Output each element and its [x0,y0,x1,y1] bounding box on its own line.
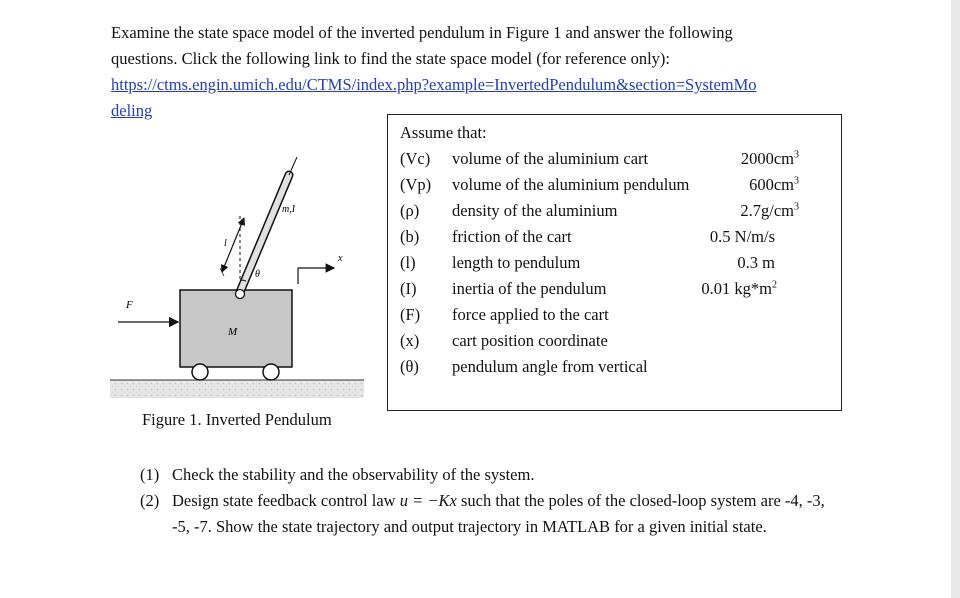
intro-paragraph [111,20,811,124]
questions-list [140,462,830,540]
param-value: $2.7g/cm^3$ [740,201,799,220]
label-force: F [126,299,133,311]
param-row [388,175,841,201]
param-symbol: (θ) [400,357,419,376]
param-description: pendulum angle from vertical [452,357,648,376]
param-row [388,201,841,227]
param-symbol: (Vc) [400,149,431,168]
question-text: Check the stability and the observability of the system. [172,465,535,484]
label-length: l [224,238,227,249]
param-symbol: (x) [400,331,420,350]
assumptions-title: Assume that: [400,123,487,142]
question-number: (1) [140,465,160,484]
scrollbar[interactable] [951,0,960,598]
intro-line-1: Examine the state space model of the inverted pendulum in Figure 1 and answer the following [111,23,733,42]
param-description: volume of the aluminium cart [452,149,649,168]
param-symbol: (ρ) [400,201,420,220]
param-symbol: (Vp) [400,175,432,194]
inverted-pendulum-figure [108,148,370,406]
label-angle: θ [255,269,260,280]
param-row [388,279,841,305]
param-description: cart position coordinate [452,331,608,350]
wheel-left [192,364,208,380]
figure-caption: Figure 1. Inverted Pendulum [142,410,332,429]
param-symbol: (b) [400,227,420,246]
assumptions-box [387,114,842,411]
label-position: x [338,253,343,264]
param-description: inertia of the pendulum [452,279,607,298]
intro-line-2: questions. Click the following link to find the state space model (for reference only): [111,49,671,68]
reference-link[interactable]: https://ctms.engin.umich.edu/CTMS/index.php?example=InvertedPendulum&section=SystemMo [111,75,757,94]
label-cart-mass: M [228,326,238,338]
wheel-right [263,364,279,380]
reference-link-continued[interactable]: deling [111,101,153,120]
param-description: density of the aluminium [452,201,618,220]
question-2 [140,488,830,540]
param-value: 0.5 N/m/s [709,227,775,246]
param-row [388,149,841,175]
param-symbol: (l) [400,253,416,272]
param-value: $600cm^3$ [749,175,799,194]
question-text-after: such that the poles of the closed-loop system are -4, -3, -5, -7. Show the state trajectory and output trajectory in MATLAB for a given initial state. [172,491,825,536]
param-description: volume of the aluminium pendulum [452,175,690,194]
control-law-formula: u = −Kx [399,491,457,510]
param-value: $2000cm^3$ [740,149,799,168]
question-number: (2) [140,491,160,510]
param-row [388,357,841,383]
label-pendulum: m,I [282,204,296,215]
question-text-before: Design state feedback control law [172,491,400,510]
question-1 [140,462,830,488]
param-symbol: (F) [400,305,421,324]
ground [110,380,364,398]
param-symbol: (I) [400,279,417,298]
param-row [388,331,841,357]
param-row [388,253,841,279]
param-row [388,305,841,331]
param-description: length to pendulum [452,253,581,272]
param-row [388,227,841,253]
param-description: force applied to the cart [452,305,609,324]
param-description: friction of the cart [452,227,572,246]
param-value: 0.01 $kg*m^2$ [701,279,777,298]
param-value: 0.3 m [737,253,775,272]
